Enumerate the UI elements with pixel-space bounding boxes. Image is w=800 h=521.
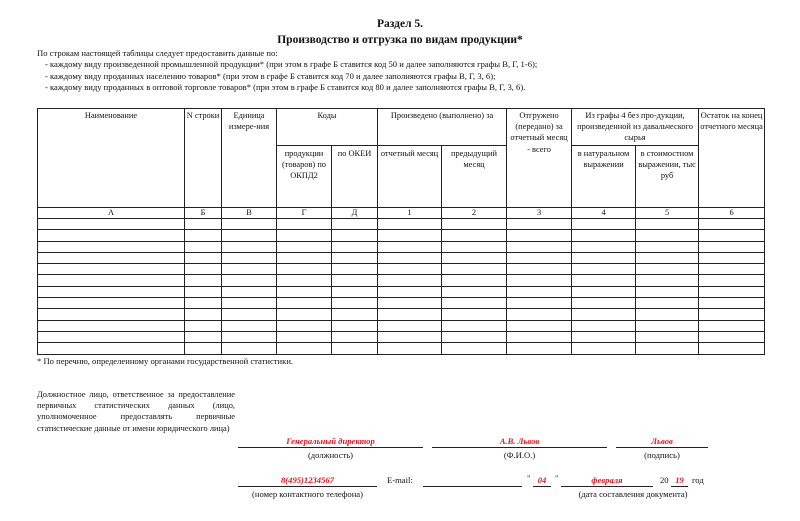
table-cell[interactable] [699,230,765,241]
instructions [37,48,537,93]
table-cell[interactable] [222,252,277,263]
table-cell[interactable] [572,241,636,252]
footnote: * По перечню, определенному органами государственной статистики. [37,356,294,366]
table-cell[interactable] [38,286,185,297]
table-cell[interactable] [572,331,636,342]
table-cell[interactable] [699,241,765,252]
column-letter: 5 [636,208,699,219]
table-cell[interactable] [636,320,699,331]
table-cell[interactable] [222,320,277,331]
table-cell[interactable] [185,331,222,342]
table-cell[interactable] [442,309,507,320]
table-cell[interactable] [442,343,507,354]
phone-value[interactable]: 8(495)1234567 [281,475,334,485]
table-cell[interactable] [38,219,185,230]
header-unit: Единица измере-ния [222,109,277,208]
table-cell[interactable] [378,252,442,263]
table-cell[interactable] [507,219,572,230]
column-letter: 3 [507,208,572,219]
table-cell[interactable] [222,298,277,309]
table-cell[interactable] [636,241,699,252]
date-day[interactable]: 04 [537,475,547,485]
table-row [38,252,765,263]
table-cell[interactable] [332,298,378,309]
table-cell[interactable] [699,309,765,320]
table-cell[interactable] [332,286,378,297]
table-cell[interactable] [185,252,222,263]
table-cell[interactable] [185,298,222,309]
table-cell[interactable] [699,331,765,342]
column-letter: 2 [442,208,507,219]
table-cell[interactable] [442,241,507,252]
table-cell[interactable] [38,320,185,331]
table-cell[interactable] [507,343,572,354]
table-cell[interactable] [636,219,699,230]
table-cell[interactable] [507,241,572,252]
date-year-word: год [692,475,704,485]
table-cell[interactable] [572,309,636,320]
table-cell[interactable] [332,230,378,241]
date-year-line [671,486,688,487]
table-row [38,331,765,342]
table-row [38,275,765,286]
table-cell[interactable] [185,219,222,230]
table-cell[interactable] [442,219,507,230]
table-cell[interactable] [277,264,332,275]
table-cell[interactable] [378,275,442,286]
table-cell[interactable] [699,298,765,309]
table-cell[interactable] [277,219,332,230]
header-row-number: N строки [185,109,222,208]
table-cell[interactable] [38,275,185,286]
date-day-line [533,486,551,487]
table-cell[interactable] [699,219,765,230]
table-cell[interactable] [38,252,185,263]
table-cell[interactable] [185,320,222,331]
table-cell[interactable] [38,230,185,241]
table-cell[interactable] [332,309,378,320]
column-letter: Г [277,208,332,219]
table-row [38,264,765,275]
table-cell[interactable] [442,298,507,309]
position-caption: (должность) [307,450,354,460]
table-cell[interactable] [699,320,765,331]
table-cell[interactable] [38,331,185,342]
table-row [38,320,765,331]
column-letter: 4 [572,208,636,219]
table-cell[interactable] [442,230,507,241]
table-cell[interactable] [442,320,507,331]
table-cell[interactable] [378,343,442,354]
header-codes-okpd: продукции (товаров) по ОКПД2 [277,146,332,208]
table-cell[interactable] [442,275,507,286]
table-cell[interactable] [572,320,636,331]
table-cell[interactable] [442,331,507,342]
header-codes: Коды [277,109,378,146]
table-cell[interactable] [332,320,378,331]
table-cell[interactable] [699,264,765,275]
column-letter: В [222,208,277,219]
table-cell[interactable] [185,286,222,297]
table-cell[interactable] [332,331,378,342]
quote-open: " [527,473,531,483]
table-row [38,343,765,354]
signature-caption: (подпись) [644,450,680,460]
email-label: E-mail: [387,475,413,485]
table-cell[interactable] [332,241,378,252]
table-cell[interactable] [636,343,699,354]
fio-value[interactable]: А.В. Львов [499,436,540,446]
table-cell[interactable] [222,331,277,342]
date-caption: (дата составления документа) [578,489,688,499]
table-cell[interactable] [277,252,332,263]
column-letter: А [38,208,185,219]
table-cell[interactable] [507,331,572,342]
table-cell[interactable] [332,252,378,263]
table-cell[interactable] [636,252,699,263]
table-cell[interactable] [38,343,185,354]
table-cell[interactable] [636,286,699,297]
table-cell[interactable] [699,275,765,286]
table-cell[interactable] [636,275,699,286]
header-produced-current: отчетный месяц [378,146,442,208]
table-cell[interactable] [38,264,185,275]
fio-line [432,447,607,448]
table-cell[interactable] [277,230,332,241]
table-cell[interactable] [332,219,378,230]
table-cell[interactable] [507,275,572,286]
column-letter: 6 [699,208,765,219]
date-month[interactable]: февраля [591,475,623,485]
table-cell[interactable] [378,219,442,230]
table-cell[interactable] [185,309,222,320]
header-produced: Произведено (выполнено) за [378,109,507,146]
table-cell[interactable] [222,275,277,286]
table-cell[interactable] [378,320,442,331]
table-cell[interactable] [572,275,636,286]
date-year-prefix: 20 [660,475,669,485]
table-cell[interactable] [332,275,378,286]
instruction-item: - каждому виду проданных населению товаров* (при этом в графе Б ставится код 70 и далее заполняются графы В, Г, 3, 6); [45,70,496,81]
table-cell[interactable] [507,264,572,275]
table-cell[interactable] [636,230,699,241]
table-cell[interactable] [222,219,277,230]
table-cell[interactable] [699,252,765,263]
column-letter: Д [332,208,378,219]
table-cell[interactable] [699,343,765,354]
table-cell[interactable] [332,264,378,275]
responsible-person-label: Должностное лицо, ответственное за предоставление первичных статистических данных (лицо, уполномоченное предоставлять первичные статистические данные от имени юридического лица) [37,390,235,433]
section-title: Производство и отгрузка по видам продукции* [277,34,523,46]
table-cell[interactable] [699,286,765,297]
table-cell[interactable] [222,264,277,275]
table-cell[interactable] [507,230,572,241]
table-row [38,298,765,309]
table-cell[interactable] [378,241,442,252]
table-cell[interactable] [38,309,185,320]
section-number: Раздел 5. [376,18,424,30]
position-value[interactable]: Генеральный директор [286,436,375,446]
table-cell[interactable] [222,286,277,297]
table-row [38,309,765,320]
fio-caption: (Ф.И.О.) [503,450,536,460]
table-cell[interactable] [378,264,442,275]
header-codes-okei: по ОКЕИ [332,146,378,208]
table-cell[interactable] [442,286,507,297]
header-tolling-value: в стоимостном выражении, тыс руб [636,146,699,208]
instruction-item: - каждому виду произведенной промышленной продукции* (при этом в графе Б ставится код 50 и далее заполняются графы В, Г, 1-6); [45,59,538,70]
table-cell[interactable] [277,275,332,286]
phone-caption: (номер контактного телефона) [252,489,363,499]
quote-close: " [555,473,559,483]
table-cell[interactable] [277,320,332,331]
phone-line [238,486,377,487]
column-letter: 1 [378,208,442,219]
table-cell[interactable] [507,286,572,297]
table-row [38,230,765,241]
table-cell[interactable] [277,286,332,297]
table-cell[interactable] [38,298,185,309]
production-table [37,108,765,355]
table-row [38,286,765,297]
table-cell[interactable] [507,252,572,263]
table-cell[interactable] [378,331,442,342]
table-cell[interactable] [572,264,636,275]
table-cell[interactable] [507,298,572,309]
table-row [38,219,765,230]
table-cell[interactable] [222,230,277,241]
instruction-item: - каждому виду проданных в оптовой торговле товаров* (при этом в графе Б ставится код 80 и далее заполняются графы В, Г, 3, 6). [45,81,526,92]
table-cell[interactable] [378,309,442,320]
table-cell[interactable] [572,343,636,354]
table-cell[interactable] [636,309,699,320]
table-cell[interactable] [185,343,222,354]
date-year-suffix[interactable]: 19 [675,475,684,485]
table-cell[interactable] [277,241,332,252]
table-cell[interactable] [277,298,332,309]
header-shipped: Отгружено (передано) за отчетный месяц - всего [507,109,572,208]
table-cell[interactable] [636,298,699,309]
instructions-lead: По строкам настоящей таблицы следует предоставить данные по: [37,48,278,58]
email-line [423,486,522,487]
header-remainder: Остаток на конец отчетного месяца [699,109,765,208]
table-cell[interactable] [572,298,636,309]
table-cell[interactable] [636,264,699,275]
header-name: Наименование [38,109,185,208]
table-cell[interactable] [185,241,222,252]
table-cell[interactable] [277,309,332,320]
table-cell[interactable] [38,241,185,252]
table-cell[interactable] [185,230,222,241]
table-cell[interactable] [222,241,277,252]
header-tolling: Из графы 4 без про-дукции, произведенной из давальческого сырья [572,109,699,146]
table-cell[interactable] [378,230,442,241]
table-cell[interactable] [442,252,507,263]
header-tolling-natural: в натуральном выражении [572,146,636,208]
table-cell[interactable] [507,320,572,331]
header-produced-previous: предыдущий месяц [442,146,507,208]
table-cell[interactable] [378,286,442,297]
table-cell[interactable] [572,286,636,297]
table-cell[interactable] [572,252,636,263]
table-cell[interactable] [572,230,636,241]
table-cell[interactable] [185,275,222,286]
table-cell[interactable] [507,309,572,320]
column-letter: Б [185,208,222,219]
position-line [238,447,423,448]
date-month-line [561,486,653,487]
signature-value[interactable]: Львов [651,436,673,446]
table-cell[interactable] [442,264,507,275]
column-letters-row [38,208,765,219]
table-cell[interactable] [332,343,378,354]
table-cell[interactable] [222,343,277,354]
table-cell[interactable] [378,298,442,309]
signature-line [616,447,708,448]
table-cell[interactable] [222,309,277,320]
table-cell[interactable] [185,264,222,275]
table-cell[interactable] [277,343,332,354]
table-row [38,241,765,252]
table-cell[interactable] [572,219,636,230]
table-cell[interactable] [636,331,699,342]
table-cell[interactable] [277,331,332,342]
